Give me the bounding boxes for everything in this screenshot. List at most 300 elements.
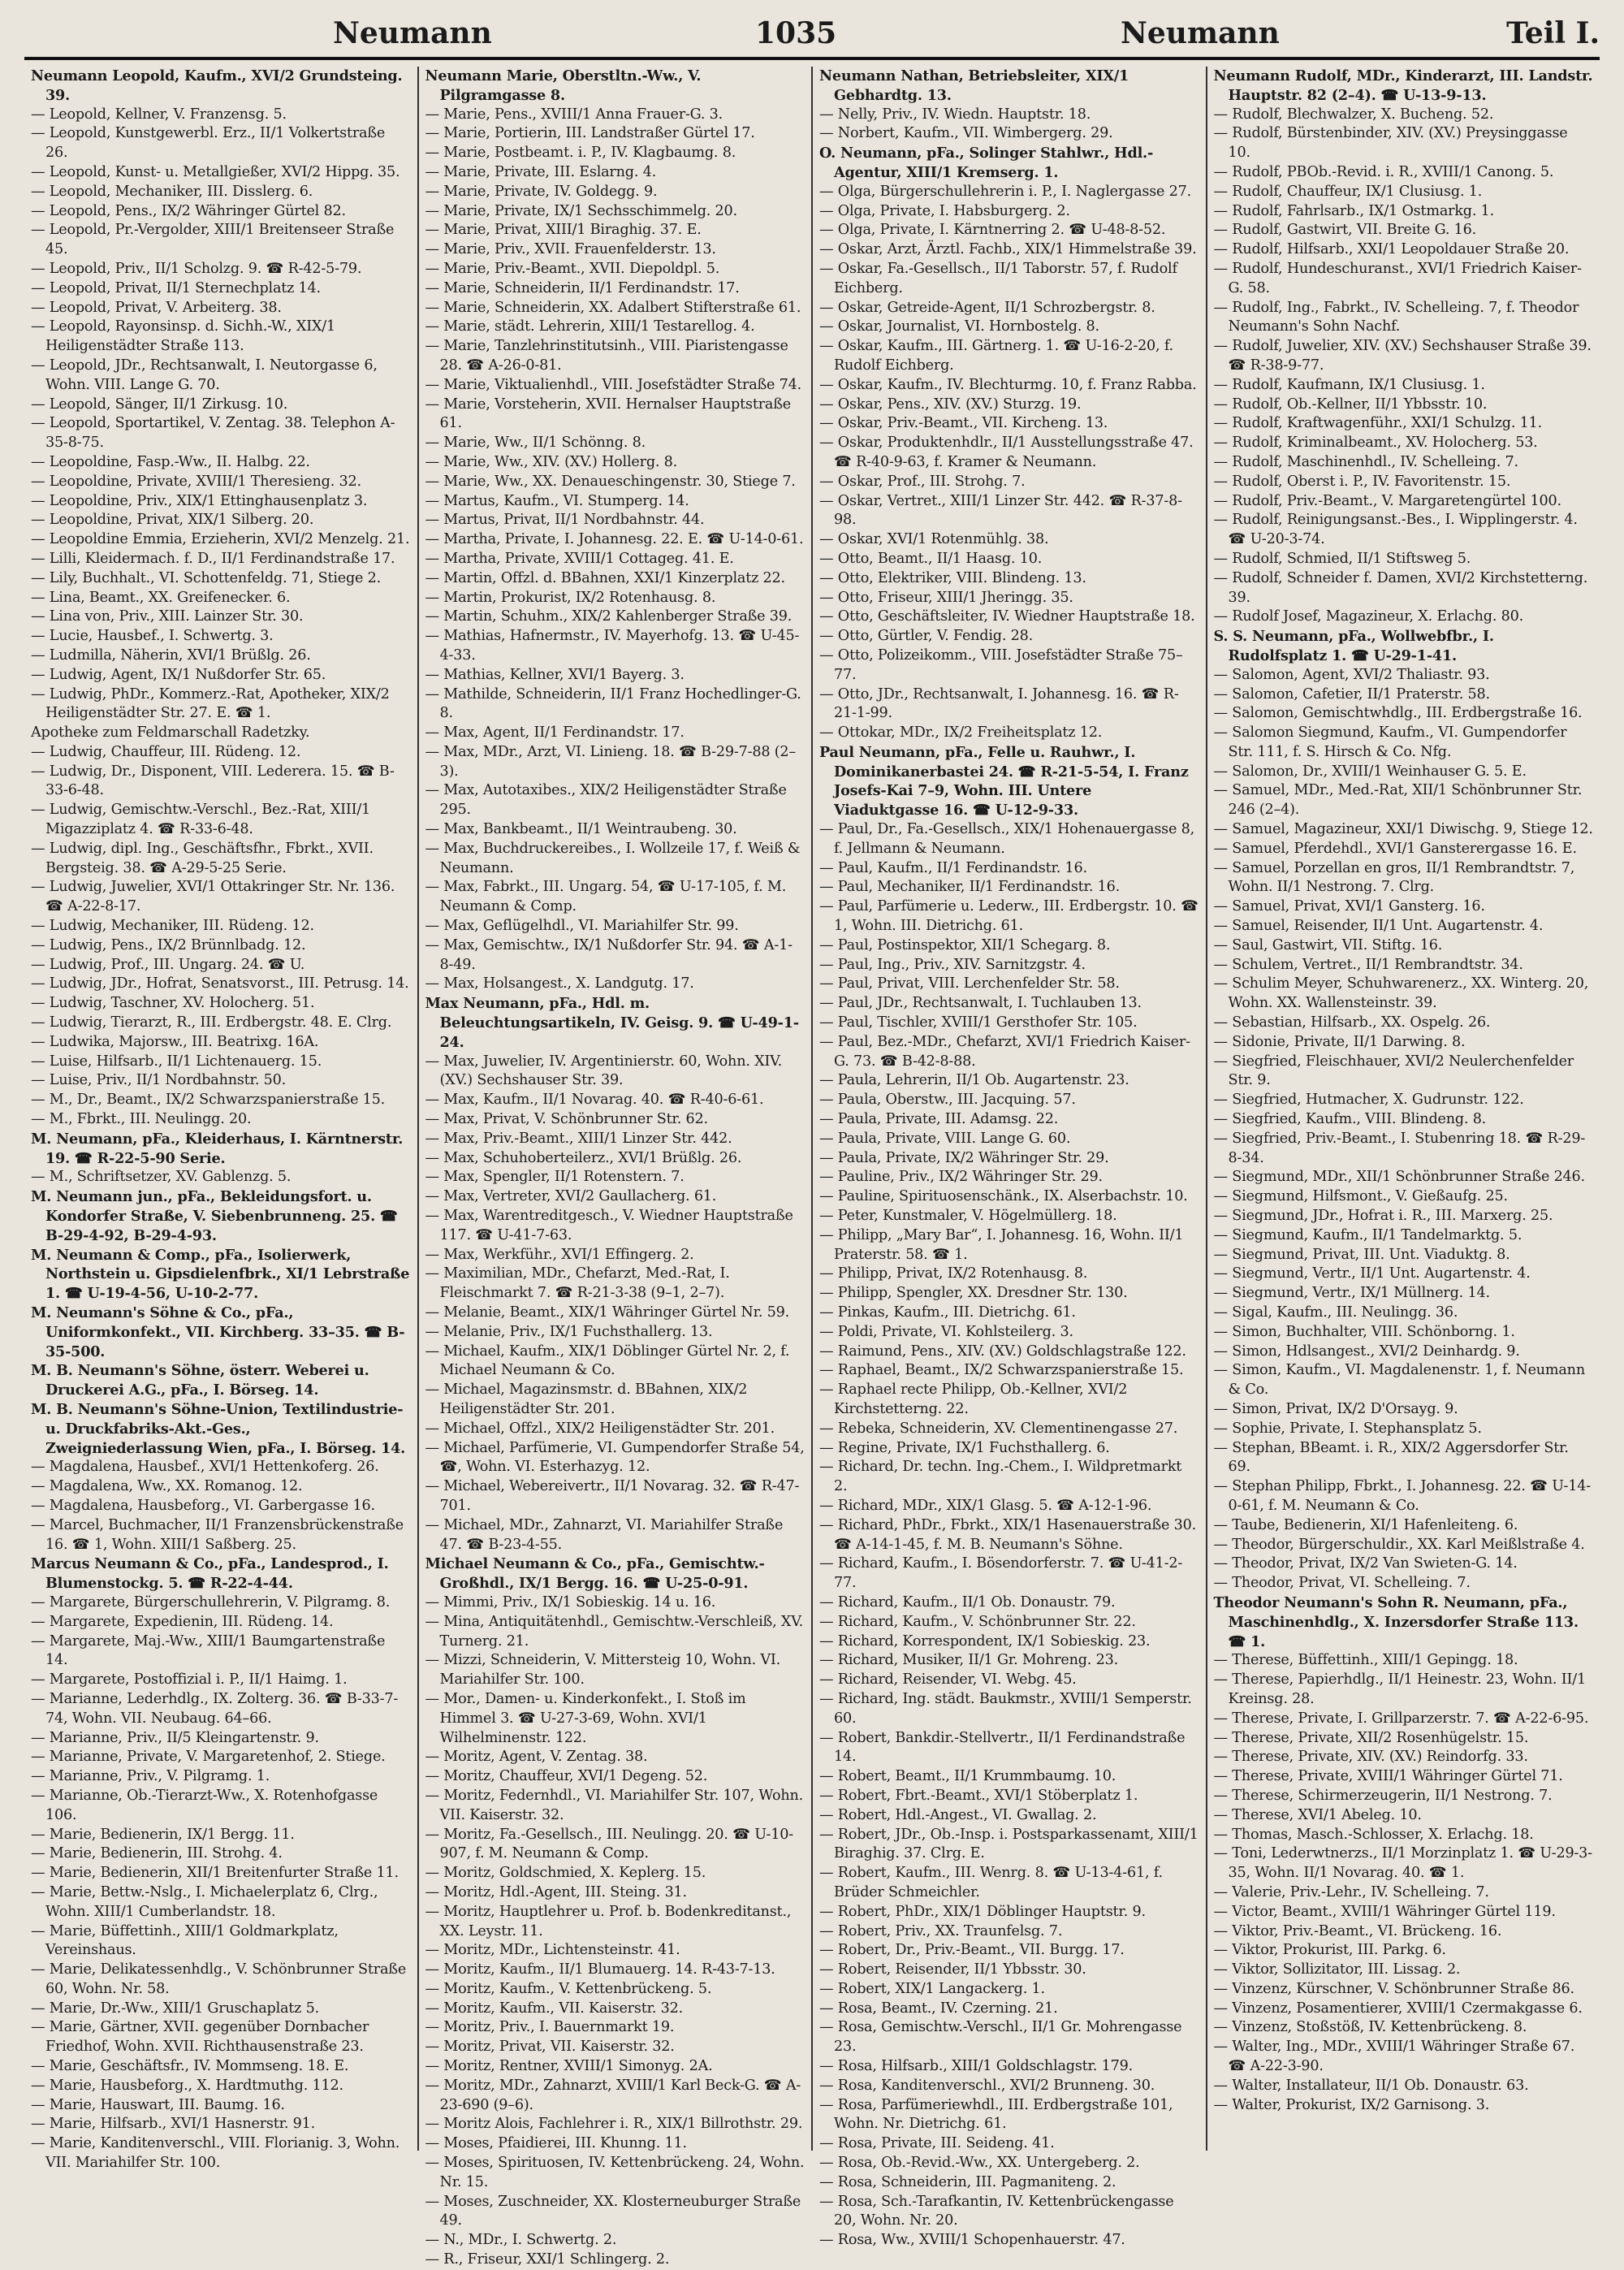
directory-entry: — Ludwig, Taschner, XV. Holocherg. 51. [31, 995, 315, 1012]
directory-entry: — Theodor, Privat, IX/2 Van Swieten-G. 14. [1213, 1555, 1518, 1572]
directory-entry: — Ludwig, Tierarzt, R., III. Erdbergstr. 48. E. Clrg. [31, 1014, 392, 1031]
directory-entry: — Richard, Musiker, II/1 Gr. Mohreng. 23. [819, 1652, 1118, 1669]
directory-entry: — Moritz, Fa.-Gesellsch., III. Neulingg. 20. ☎ U-10-907, f. M. Neumann & Comp. [425, 1826, 793, 1862]
directory-entry: — Simon, Hdlsangest., XVI/2 Deinhardg. 9. [1213, 1343, 1520, 1360]
directory-entry: — Marcel, Buchmacher, II/1 Franzensbrückenstraße 16. ☎ 1, Wohn. XIII/1 Saßberg. 25. [31, 1516, 404, 1553]
directory-entry: — Rudolf, Ob.-Kellner, II/1 Ybbsstr. 10. [1213, 396, 1488, 413]
header-right-name: Neumann [1121, 16, 1280, 50]
directory-entry: — Max, Geflügelhdl., VI. Mariahilfer Str. 99. [425, 918, 739, 935]
directory-entry: — Rosa, Private, III. Seideng. 41. [819, 2135, 1055, 2152]
directory-entry: — Marie, städt. Lehrerin, XIII/1 Testarellog. 4. [425, 318, 755, 335]
directory-entry: — Michael, Webereivertr., II/1 Novarag. 32. ☎ R-47-701. [425, 1478, 800, 1514]
directory-entry: — Lily, Buchhalt., VI. Schottenfeldg. 71, Stiege 2. [31, 569, 382, 586]
directory-entry: — Schulim Meyer, Schuhwarenerz., XX. Winterg. 20, Wohn. XX. Wallensteinstr. 39. [1213, 975, 1589, 1012]
directory-entry: — Otto, Geschäftsleiter, IV. Wiedner Hauptstraße 18. [819, 608, 1195, 625]
directory-entry: — Max, Vertreter, XVI/2 Gaullacherg. 61. [425, 1188, 717, 1205]
directory-entry: — Marie, Hilfsarb., XVI/1 Hasnerstr. 91. [31, 2116, 316, 2133]
directory-entry: Paul Neumann, pFa., Felle u. Rauhwr., I. Dominikanerbastei 24. ☎ R-21-5-54, I. Franz Josefs-Kai 7–9, Wohn. III. Untere Viaduktgasse 16. ☎ U-12-9-33. [819, 743, 1189, 819]
directory-entry: — Toni, Lederwtnerzs., II/1 Morzinplatz 1. ☎ U-29-3-35, Wohn. II/1 Novarag. 40. ☎ 1. [1213, 1845, 1592, 1882]
directory-entry: — Siegmund, Kaufm., II/1 Tandelmarktg. 5. [1213, 1226, 1522, 1243]
directory-entry: — Paul, Ing., Priv., XIV. Sarnitzgstr. 4. [819, 956, 1086, 973]
directory-entry: — Walter, Ing., MDr., XVIII/1 Währinger Straße 67. ☎ A-22-3-90. [1213, 2039, 1575, 2075]
directory-entry: — Oskar, Vertret., XIII/1 Linzer Str. 442. ☎ R-37-8-98. [819, 492, 1182, 529]
directory-entry: M. B. Neumann's Söhne, österr. Weberei u. Druckerei A.G., pFa., I. Börseg. 14. [31, 1362, 369, 1399]
directory-entry: — Max, Fabrkt., III. Ungarg. 54, ☎ U-17-105, f. M. Neumann & Comp. [425, 879, 787, 915]
directory-entry: Max Neumann, pFa., Hdl. m. Beleuchtungsartikeln, IV. Geisg. 9. ☎ U-49-1-24. [425, 995, 799, 1051]
directory-entry: — Victor, Beamt., XVIII/1 Währinger Gürtel 119. [1213, 1903, 1556, 1920]
directory-entry: — Robert, PhDr., XIX/1 Döblinger Hauptstr. 9. [819, 1903, 1146, 1920]
directory-entry: — Rudolf, Gastwirt, VII. Breite G. 16. [1213, 222, 1477, 239]
directory-entry: — Viktor, Sollizitator, III. Lissag. 2. [1213, 1961, 1461, 1978]
directory-entry: — Salomon, Cafetier, II/1 Praterstr. 58. [1213, 685, 1490, 703]
directory-entry: — Oskar, Fa.-Gesellsch., II/1 Taborstr. 57, f. Rudolf Eichberg. [819, 260, 1177, 296]
directory-entry: — Marie, Hausbeforg., X. Hardtmuthg. 112. [31, 2077, 343, 2094]
directory-entry: — Thomas, Masch.-Schlosser, X. Erlachg. 18. [1213, 1826, 1534, 1843]
directory-entry: — Valerie, Priv.-Lehr., IV. Schelleing. 7. [1213, 1883, 1489, 1900]
directory-entry: — Raimund, Pens., XIV. (XV.) Goldschlagstraße 122. [819, 1343, 1186, 1360]
directory-entry: Neumann Rudolf, MDr., Kinderarzt, III. Landstr. Hauptstr. 82 (2–4). ☎ U-13-9-13. [1213, 67, 1593, 104]
directory-entry: — Raphael recte Philipp, Ob.-Kellner, XVI/2 Kirchstetterng. 22. [819, 1381, 1128, 1417]
directory-entry: — Ludwig, Prof., III. Ungarg. 24. ☎ U. [31, 956, 305, 973]
directory-entry: — Walter, Prokurist, IX/2 Garnisong. 3. [1213, 2096, 1490, 2113]
header-rule [24, 57, 1600, 60]
directory-entry: — Max, Agent, II/1 Ferdinandstr. 17. [425, 724, 685, 742]
directory-entry: — Rudolf, Oberst i. P., IV. Favoritenstr. 15. [1213, 473, 1511, 490]
directory-entry: — Therese, Private, XVIII/1 Währinger Gürtel 71. [1213, 1768, 1563, 1785]
directory-entry: — Paul, Bez.-MDr., Chefarzt, XVI/1 Friedrich Kaiser-G. 73. ☎ B-42-8-88. [819, 1033, 1190, 1070]
directory-entry: — Moritz Alois, Fachlehrer i. R., XIX/1 Billrothstr. 29. [425, 2116, 803, 2133]
directory-entry: — Samuel, Reisender, II/1 Unt. Augartenstr. 4. [1213, 918, 1544, 935]
directory-entry: O. Neumann, pFa., Solinger Stahlwr., Hdl.-Agentur, XIII/1 Kremserg. 1. [819, 145, 1154, 181]
directory-entry: — Marie, Priv.-Beamt., XVII. Diepoldpl. 5. [425, 260, 720, 277]
directory-entry: — Marianne, Priv., II/5 Kleingartenstr. 9. [31, 1729, 319, 1746]
directory-entry: Neumann Marie, Oberstltn.-Ww., V. Pilgramgasse 8. [425, 67, 702, 104]
directory-entry: — Rudolf, Hilfsarb., XXI/1 Leopoldauer Straße 20. [1213, 241, 1570, 258]
directory-entry: — Moritz, Hauptlehrer u. Prof. b. Bodenkreditanst., XX. Leystr. 11. [425, 1903, 792, 1939]
directory-entry: — Marie, Privat, XIII/1 Biraghig. 37. E. [425, 222, 702, 239]
directory-entry: — Rudolf, Hundeschuranst., XVI/1 Friedrich Kaiser-G. 58. [1213, 260, 1582, 296]
directory-entry: — Rudolf, Kraftwagenführ., XXI/1 Schulzg. 11. [1213, 415, 1543, 432]
directory-entry: — M., Fbrkt., III. Neulingg. 20. [31, 1111, 252, 1128]
directory-entry: — Rudolf Josef, Magazineur, X. Erlachg. 80. [1213, 608, 1523, 625]
directory-entry: — Leopoldine, Private, XVIII/1 Theresieng. 32. [31, 473, 361, 490]
directory-entry: — Oskar, Kaufm., III. Gärtnerg. 1. ☎ U-16-2-20, f. Rudolf Eichberg. [819, 338, 1173, 374]
directory-entry: — Marie, Viktualienhdl., VIII. Josefstädter Straße 74. [425, 376, 802, 393]
directory-entry: — Robert, JDr., Ob.-Insp. i. Postsparkassenamt, XIII/1 Biraghig. 37. Clrg. E. [819, 1826, 1199, 1862]
directory-entry: — Therese, XVI/1 Abeleg. 10. [1213, 1806, 1422, 1823]
directory-entry: — Moritz, Kaufm., VII. Kaiserstr. 32. [425, 2000, 684, 2017]
directory-entry: — Robert, Bankdir.-Stellvertr., II/1 Ferdinandstraße 14. [819, 1729, 1186, 1766]
directory-entry: — Leopold, Sänger, II/1 Zirkusg. 10. [31, 396, 288, 413]
directory-entry: — Stephan, BBeamt. i. R., XIX/2 Aggersdorfer Str. 69. [1213, 1439, 1569, 1476]
directory-entry: — Magdalena, Ww., XX. Romanog. 12. [31, 1478, 303, 1495]
column-3 [811, 67, 1206, 2249]
directory-entry: — Sebastian, Hilfsarb., XX. Ospelg. 26. [1213, 1014, 1491, 1031]
directory-entry: — Max, Bankbeamt., II/1 Weintraubeng. 30. [425, 821, 737, 838]
directory-entry: — Paul, Mechaniker, II/1 Ferdinandstr. 16. [819, 879, 1120, 896]
directory-entry: — Robert, Kaufm., III. Wenrg. 8. ☎ U-13-4-61, f. Brüder Schmeichler. [819, 1865, 1163, 1900]
column-2 [417, 67, 812, 2268]
directory-entry: — Therese, Private, I. Grillparzerstr. 7. ☎ A-22-6-95. [1213, 1710, 1589, 1727]
directory-entry: — Ludwig, Agent, IX/1 Nußdorfer Str. 65. [31, 666, 326, 683]
header-left-name: Neumann [333, 16, 492, 50]
directory-entry: — Leopold, Priv., II/1 Scholzg. 9. ☎ R-42-5-79. [31, 260, 362, 277]
directory-entry: — Max, Autotaxibes., XIX/2 Heiligenstädter Straße 295. [425, 782, 787, 819]
directory-entry: — Richard, Dr. techn. Ing.-Chem., I. Wildpretmarkt 2. [819, 1459, 1182, 1495]
directory-entry: — Robert, Reisender, II/1 Ybbsstr. 30. [819, 1961, 1086, 1978]
directory-entry: — Ludwig, Juwelier, XVI/1 Ottakringer Str. Nr. 136. ☎ A-22-8-17. [31, 879, 395, 915]
directory-entry: M. Neumann jun., pFa., Bekleidungsfort. u. Kondorfer Straße, V. Siebenbrunneng. 25. ☎ B-29-4-92, B-29-4-93. [31, 1188, 398, 1244]
header-part: Teil I. [1506, 16, 1600, 50]
directory-entry: — Rudolf, Ing., Fabrkt., IV. Schelleing. 7, f. Theodor Neumann's Sohn Nachf. [1213, 299, 1579, 335]
directory-entry: — Otto, JDr., Rechtsanwalt, I. Johannesg. 16. ☎ R-21-1-99. [819, 685, 1179, 722]
directory-entry: — Moses, Pfaidierei, III. Khunng. 11. [425, 2135, 687, 2152]
directory-entry: — Melanie, Beamt., XIX/1 Währinger Gürtel Nr. 59. [425, 1304, 790, 1321]
directory-entry: — Martus, Kaufm., VI. Stumperg. 14. [425, 492, 689, 509]
directory-entry: — Luise, Priv., II/1 Nordbahnstr. 50. [31, 1072, 286, 1089]
directory-entry: — Rosa, Beamt., IV. Czerning. 21. [819, 2000, 1058, 2017]
directory-entry: — Oskar, Journalist, VI. Hornbostelg. 8. [819, 318, 1099, 335]
directory-entry: — Moses, Spirituosen, IV. Kettenbrückeng. 24, Wohn. Nr. 15. [425, 2155, 805, 2190]
directory-entry: — Siegfried, Priv.-Beamt., I. Stubenring 18. ☎ R-29-8-34. [1213, 1130, 1586, 1166]
directory-entry: — Marie, Tanzlehrinstitutsinh., VIII. Piaristengasse 28. ☎ A-26-0-81. [425, 338, 788, 374]
directory-entry: — Mathias, Hafnermstr., IV. Mayerhofg. 13. ☎ U-45-4-33. [425, 628, 800, 664]
directory-entry: — Martus, Privat, II/1 Nordbahnstr. 44. [425, 512, 705, 529]
directory-entry: — Lina von, Priv., XIII. Lainzer Str. 30. [31, 608, 304, 625]
directory-entry: — Rudolf, Priv.-Beamt., V. Margaretengürtel 100. [1213, 492, 1561, 509]
directory-entry: — Paula, Private, III. Adamsg. 22. [819, 1111, 1059, 1128]
directory-entry: — Margarete, Postoffizial i. P., II/1 Haimg. 1. [31, 1671, 348, 1688]
directory-entry: — Samuel, Magazineur, XXI/1 Diwischg. 9, Stiege 12. [1213, 821, 1593, 838]
directory-entry: — Rudolf, Kriminalbeamt., XV. Holocherg. 53. [1213, 435, 1538, 452]
directory-entry: — Ludwig, Gemischtw.-Verschl., Bez.-Rat, XIII/1 Migazziplatz 4. ☎ R-33-6-48. [31, 802, 371, 838]
directory-entry: — Max, Werkführ., XVI/1 Effingerg. 2. [425, 1246, 694, 1263]
directory-entry: — Martha, Private, I. Johannesg. 22. E. ☎ U-14-0-61. [425, 531, 804, 548]
directory-entry: — Rudolf, Maschinenhdl., IV. Schelleing. 7. [1213, 453, 1518, 470]
directory-entry: — Leopold, Privat, V. Arbeiterg. 38. [31, 299, 282, 316]
directory-entry: — Salomon, Dr., XVIII/1 Weinhauser G. 5. E. [1213, 763, 1527, 780]
directory-entry: Neumann Leopold, Kaufm., XVI/2 Grundsteing. 39. [31, 67, 403, 104]
directory-entry: — Marie, Schneiderin, XX. Adalbert Stifterstraße 61. [425, 299, 801, 316]
directory-entry: — Salomon, Gemischtwhdlg., III. Erdbergstraße 16. [1213, 705, 1583, 722]
directory-entry: — Michael, MDr., Zahnarzt, VI. Mariahilfer Straße 47. ☎ B-23-4-55. [425, 1516, 784, 1553]
directory-entry: — Marie, Ww., XIV. (XV.) Hollerg. 8. [425, 453, 678, 470]
directory-entry: — Marie, Bedienerin, XII/1 Breitenfurter Straße 11. [31, 1865, 399, 1882]
directory-entry: — Ludwig, Chauffeur, III. Rüdeng. 12. [31, 743, 301, 760]
directory-entry: — Michael, Magazinsmstr. d. BBahnen, XIX/2 Heiligenstädter Str. 201. [425, 1381, 748, 1417]
directory-entry: — Ludwig, Pens., IX/2 Brünnlbadg. 12. [31, 936, 306, 953]
directory-entry: — Max, Spengler, II/1 Rotenstern. 7. [425, 1169, 685, 1186]
directory-entry: — Rudolf, Schmied, II/1 Stiftsweg 5. [1213, 550, 1471, 567]
directory-entry: — Olga, Private, I. Kärntnerring 2. ☎ U-48-8-52. [819, 222, 1166, 239]
directory-entry: — Sophie, Private, I. Stephansplatz 5. [1213, 1420, 1482, 1437]
directory-entry: — Paula, Oberstw., III. Jacquing. 57. [819, 1092, 1076, 1109]
directory-entry: — Leopold, Kunstgewerbl. Erz., II/1 Volkertstraße 26. [31, 125, 386, 162]
directory-entry: — Moritz, Privat, VII. Kaiserstr. 32. [425, 2039, 675, 2056]
directory-entry: — Salomon Siegmund, Kaufm., VI. Gumpendorfer Str. 111, f. S. Hirsch & Co. Nfg. [1213, 724, 1567, 760]
directory-entry: — Marie, Vorsteherin, XVII. Hernalser Hauptstraße 61. [425, 396, 791, 432]
directory-entry: — Max, Holsangest., X. Landgutg. 17. [425, 975, 694, 992]
directory-entry: — Samuel, Porzellan en gros, II/1 Rembrandtstr. 7, Wohn. II/1 Nestrong. 7. Clrg. [1213, 859, 1575, 896]
directory-entry: — Vinzenz, Kürschner, V. Schönbrunner Straße 86. [1213, 1980, 1574, 1997]
directory-entry: — Moritz, Rentner, XVIII/1 Simonyg. 2A. [425, 2058, 713, 2075]
directory-entry: — Nelly, Priv., IV. Wiedn. Hauptstr. 18. [819, 106, 1091, 123]
directory-entry: — Rosa, Ww., XVIII/1 Schopenhauerstr. 47. [819, 2232, 1125, 2249]
directory-entry: — Leopold, Kunst- u. Metallgießer, XVI/2 Hippg. 35. [31, 163, 400, 180]
directory-entry: — Rudolf, Reinigungsanst.-Bes., I. Wipplingerstr. 4. ☎ U-20-3-74. [1213, 512, 1578, 548]
directory-entry: — Max, Priv.-Beamt., XIII/1 Linzer Str. 442. [425, 1130, 732, 1147]
directory-entry: — Viktor, Prokurist, III. Parkg. 6. [1213, 1942, 1446, 1959]
directory-entry: — Otto, Gürtler, V. Fendig. 28. [819, 628, 1034, 645]
directory-entry: — Leopold, Kellner, V. Franzensg. 5. [31, 106, 287, 123]
directory-entry: M. Neumann's Söhne & Co., pFa., Uniformkonfekt., VII. Kirchberg. 33–35. ☎ B-35-500. [31, 1304, 405, 1360]
directory-entry: — Oskar, Prof., III. Strohg. 7. [819, 473, 1026, 490]
directory-entry: — Marie, Postbeamt. i. P., IV. Klagbaumg. 8. [425, 145, 736, 162]
directory-entry: — Therese, Büffettinh., XIII/1 Gepingg. 18. [1213, 1652, 1518, 1669]
directory-entry: — Rudolf, Chauffeur, IX/1 Clusiusg. 1. [1213, 183, 1483, 200]
directory-entry: — Rudolf, Blechwalzer, X. Bucheng. 52. [1213, 106, 1494, 123]
directory-entry: — Rebeka, Schneiderin, XV. Clementinengasse 27. [819, 1420, 1178, 1437]
directory-entry: — Robert, Fbrt.-Beamt., XVI/1 Stöberplatz 1. [819, 1787, 1138, 1804]
directory-entry: — Simon, Kaufm., VI. Magdalenenstr. 1, f. Neumann & Co. [1213, 1362, 1585, 1399]
directory-entry: — Ludwig, Dr., Disponent, VIII. Lederera. 15. ☎ B-33-6-48. [31, 763, 395, 799]
directory-entry: — Max, Gemischtw., IX/1 Nußdorfer Str. 94. ☎ A-1-8-49. [425, 936, 793, 973]
directory-entry: — Marie, Portierin, III. Landstraßer Gürtel 17. [425, 125, 755, 142]
directory-entry: — Oskar, Priv.-Beamt., VII. Kircheng. 13. [819, 415, 1108, 432]
directory-entry: — Taube, Bedienerin, XI/1 Hafenleiteng. 6. [1213, 1516, 1518, 1533]
directory-entry: — Mathilde, Schneiderin, II/1 Franz Hochedlinger-G. 8. [425, 685, 801, 722]
directory-entry: — Moritz, Kaufm., V. Kettenbrückeng. 5. [425, 1980, 712, 1997]
directory-entry: — Therese, Private, XII/2 Rosenhügelstr. 15. [1213, 1729, 1529, 1746]
directory-entry: — Lucie, Hausbef., I. Schwertg. 3. [31, 628, 274, 645]
directory-entry: — Siegfried, Fleischhauer, XVI/2 Neulerchenfelder Str. 9. [1213, 1053, 1574, 1089]
directory-entry: — Margarete, Expedienin, III. Rüdeng. 14. [31, 1613, 334, 1630]
directory-entry: — N., MDr., I. Schwertg. 2. [425, 2232, 617, 2249]
directory-entry: — Moritz, Kaufm., II/1 Blumauerg. 14. R-43-7-13. [425, 1961, 775, 1978]
directory-entry: — Schulem, Vertret., II/1 Rembrandtstr. 34. [1213, 956, 1523, 973]
directory-entry: — Richard, Kaufm., I. Bösendorferstr. 7. ☎ U-41-2-77. [819, 1555, 1183, 1592]
directory-entry: — Theodor, Privat, VI. Schelleing. 7. [1213, 1575, 1471, 1592]
directory-entry: — Mimmi, Priv., IX/1 Sobieskig. 14 u. 16. [425, 1593, 716, 1611]
directory-entry: — Paula, Private, IX/2 Währinger Str. 29. [819, 1149, 1109, 1166]
directory-entry: — Marie, Hauswart, III. Baumg. 16. [31, 2096, 285, 2113]
directory-entry: — Marie, Private, IX/1 Sechsschimmelg. 20. [425, 202, 737, 219]
directory-entry: — Philipp, Spengler, XX. Dresdner Str. 130. [819, 1285, 1128, 1302]
directory-entry: — Michael, Parfümerie, VI. Gumpendorfer Straße 54, ☎, Wohn. VI. Esterhazyg. 12. [425, 1439, 805, 1476]
directory-entry: — Marie, Schneiderin, II/1 Ferdinandstr. 17. [425, 279, 740, 296]
directory-entry: — Rudolf, Fahrlsarb., IX/1 Ostmarkg. 1. [1213, 202, 1495, 219]
directory-entry: — Oskar, Produktenhdlr., II/1 Ausstellungsstraße 47. ☎ R-40-9-63, f. Kramer & Neumann. [819, 435, 1194, 470]
directory-entry: — Rosa, Ob.-Revid.-Ww., XX. Untergeberg. 2. [819, 2155, 1140, 2172]
directory-entry: — Paula, Lehrerin, II/1 Ob. Augartenstr. 23. [819, 1072, 1129, 1089]
directory-entry: — Ludwig, PhDr., Kommerz.-Rat, Apotheker, XIX/2 Heiligenstädter Str. 27. E. ☎ 1. [31, 685, 390, 722]
directory-entry: — Leopoldine, Privat, XIX/1 Silberg. 20. [31, 512, 314, 529]
directory-entry: — Oskar, Arzt, Ärztl. Fachb., XIX/1 Himmelstraße 39. [819, 241, 1197, 258]
directory-entry: — Walter, Installateur, II/1 Ob. Donaustr. 63. [1213, 2077, 1529, 2094]
directory-entry: — Marie, Büffettinh., XIII/1 Goldmarkplatz, Vereinshaus. [31, 1922, 339, 1959]
directory-entry: — Richard, Korrespondent, IX/1 Sobieskig. 23. [819, 1632, 1151, 1650]
column-4 [1206, 67, 1600, 2151]
directory-entry: — Marie, Ww., II/1 Schönng. 8. [425, 435, 646, 452]
directory-entry: — Siegmund, Hilfsmont., V. Gießaufg. 25. [1213, 1188, 1508, 1205]
directory-entry: — Rudolf, Juwelier, XIV. (XV.) Sechshauser Straße 39. ☎ R-38-9-77. [1213, 338, 1592, 374]
directory-entry: — Sidonie, Private, II/1 Darwing. 8. [1213, 1033, 1466, 1050]
directory-entry: — Richard, MDr., XIX/1 Glasg. 5. ☎ A-12-1-96. [819, 1497, 1152, 1514]
directory-entry: — Paul, Dr., Fa.-Gesellsch., XIX/1 Hohenauergasse 8, f. Jellmann & Neumann. [819, 821, 1194, 857]
directory-entry: Neumann Nathan, Betriebsleiter, XIX/1 Gebhardtg. 13. [819, 67, 1129, 104]
directory-entry: — Paul, JDr., Rechtsanwalt, I. Tuchlauben 13. [819, 995, 1142, 1012]
directory-entry: — Marie, Bedienerin, III. Strohg. 4. [31, 1845, 283, 1862]
directory-entry: — Leopoldine, Fasp.-Ww., II. Halbg. 22. [31, 453, 310, 470]
directory-entry: — Marie, Private, III. Eslarng. 4. [425, 163, 656, 180]
directory-entry: — Magdalena, Hausbeforg., VI. Garbergasse 16. [31, 1497, 375, 1514]
directory-entry: — Siegfried, Kaufm., VIII. Blindeng. 8. [1213, 1111, 1487, 1128]
directory-entry: S. S. Neumann, pFa., Wollwebfbr., I. Rudolfsplatz 1. ☎ U-29-1-41. [1213, 628, 1494, 664]
directory-entry: — Therese, Private, XIV. (XV.) Reindorfg. 33. [1213, 1749, 1528, 1766]
directory-entry: — Max, Schuhoberteilerz., XVI/1 Brüßlg. 26. [425, 1149, 742, 1166]
directory-entry: — Leopold, Sportartikel, V. Zentag. 38. Telephon A-35-8-75. [31, 415, 395, 452]
directory-entry: — Marie, Gärtner, XVII. gegenüber Dornbacher Friedhof, Wohn. XVII. Richthausenstraße 23. [31, 2019, 369, 2056]
directory-entry: — Marie, Geschäftsfr., IV. Mommseng. 18. E. [31, 2058, 349, 2075]
directory-entry: — Martin, Prokurist, IX/2 Rotenhausg. 8. [425, 589, 716, 606]
directory-entry: — Luise, Hilfsarb., II/1 Lichtenauerg. 15. [31, 1053, 322, 1070]
directory-entry: — Ottokar, MDr., IX/2 Freiheitsplatz 12. [819, 724, 1103, 742]
directory-entry: — Paula, Private, VIII. Lange G. 60. [819, 1130, 1071, 1147]
directory-entry: — Martin, Schuhm., XIX/2 Kahlenberger Straße 39. [425, 608, 793, 625]
directory-entry: — Marie, Ww., XX. Denaueschingenstr. 30, Stiege 7. [425, 473, 796, 490]
directory-entry: — Rosa, Schneiderin, III. Pagmaniteng. 2. [819, 2173, 1116, 2190]
directory-entry: — Moritz, MDr., Zahnarzt, XVIII/1 Karl Beck-G. ☎ A-23-690 (9–6). [425, 2077, 801, 2113]
directory-entry: — Martha, Private, XVIII/1 Cottageg. 41. E. [425, 550, 734, 567]
directory-entry: — Robert, Hdl.-Angest., VI. Gwallag. 2. [819, 1806, 1097, 1823]
directory-entry: — Leopold, Pens., IX/2 Währinger Gürtel 82. [31, 202, 346, 219]
directory-entry: — Marie, Priv., XVII. Frauenfelderstr. 13. [425, 241, 716, 258]
directory-entry: — Moritz, Priv., I. Bauernmarkt 19. [425, 2019, 675, 2036]
directory-entry: — Maximilian, MDr., Chefarzt, Med.-Rat, I. Fleischmarkt 7. ☎ R-21-3-38 (9–1, 2–7). [425, 1265, 730, 1302]
directory-entry: — Magdalena, Hausbef., XVI/1 Hettenkoferg. 26. [31, 1459, 379, 1476]
directory-entry: — Michael, Offzl., XIX/2 Heiligenstädter Str. 201. [425, 1420, 775, 1437]
column-1 [24, 67, 417, 2172]
directory-entry: — Marie, Bettw.-Nslg., I. Michaelerplatz 6, Clrg., Wohn. XIII/1 Cumberlandstr. 18. [31, 1883, 378, 1920]
directory-entry: — Pauline, Spirituosenschänk., IX. Alserbachstr. 10. [819, 1188, 1188, 1205]
directory-entry: — Raphael, Beamt., IX/2 Schwarzspanierstraße 15. [819, 1362, 1184, 1379]
directory-entry: — Siegfried, Hutmacher, X. Gudrunstr. 122. [1213, 1092, 1524, 1109]
directory-entry: — Lilli, Kleidermach. f. D., II/1 Ferdinandstraße 17. [31, 550, 395, 567]
directory-entry: — Otto, Polizeikomm., VIII. Josefstädter Straße 75–77. [819, 646, 1183, 683]
directory-entry: — Max, MDr., Arzt, VI. Linieng. 18. ☎ B-29-7-88 (2–3). [425, 743, 796, 780]
directory-entry: — Therese, Schirmerzeugerin, II/1 Nestrong. 7. [1213, 1787, 1553, 1804]
directory-entry: Marcus Neumann & Co., pFa., Landesprod., I. Blumenstockg. 5. ☎ R-22-4-44. [31, 1555, 389, 1593]
directory-entry: — Saul, Gastwirt, VII. Stiftg. 16. [1213, 936, 1443, 953]
directory-entry: — Max, Privat, V. Schönbrunner Str. 62. [425, 1111, 708, 1128]
directory-entry: — Robert, Beamt., II/1 Krummbaumg. 10. [819, 1768, 1116, 1785]
directory-entry: — Marie, Private, IV. Goldegg. 9. [425, 183, 658, 200]
directory-entry: — Marie, Kanditenverschl., VIII. Florianig. 3, Wohn. VII. Mariahilfer Str. 100. [31, 2135, 400, 2172]
directory-entry: — Leopoldine, Priv., XIX/1 Ettinghausenplatz 3. [31, 492, 368, 509]
directory-entry: — Siegmund, Vertr., IX/1 Müllnerg. 14. [1213, 1285, 1490, 1302]
directory-entry: — Paul, Kaufm., II/1 Ferdinandstr. 16. [819, 859, 1087, 876]
directory-entry: — Marianne, Priv., V. Pilgramg. 1. [31, 1768, 270, 1785]
directory-entry: — Stephan Philipp, Fbrkt., I. Johannesg. 22. ☎ U-14-0-61, f. M. Neumann & Co. [1213, 1478, 1592, 1514]
directory-entry: — Rosa, Kanditenverschl., XVI/2 Brunneng. 30. [819, 2077, 1155, 2094]
directory-entry: — Salomon, Agent, XVI/2 Thaliastr. 93. [1213, 666, 1490, 683]
directory-entry: — Sigal, Kaufm., III. Neulingg. 36. [1213, 1304, 1458, 1321]
directory-entry: — Otto, Elektriker, VIII. Blindeng. 13. [819, 569, 1086, 586]
directory-entry: — Max, Juwelier, IV. Argentinierstr. 60, Wohn. XIV. (XV.) Sechshauser Str. 39. [425, 1053, 783, 1089]
directory-entry: — Marie, Pens., XVIII/1 Anna Frauer-G. 3. [425, 106, 723, 123]
directory-entry: — Marie, Delikatessenhdlg., V. Schönbrunner Straße 60, Wohn. Nr. 58. [31, 1961, 407, 1997]
directory-entry: — Marianne, Lederhdlg., IX. Zolterg. 36. ☎ B-33-7-74, Wohn. VII. Neubaug. 64–66. [31, 1690, 399, 1727]
directory-entry: — Moritz, Agent, V. Zentag. 38. [425, 1749, 648, 1766]
directory-entry: — Max, Buchdruckereibes., I. Wollzeile 17, f. Weiß & Neumann. [425, 840, 801, 876]
directory-entry: — Rudolf, Kaufmann, IX/1 Clusiusg. 1. [1213, 376, 1485, 393]
directory-entry: — Marianne, Ob.-Tierarzt-Ww., X. Rotenhofgasse 106. [31, 1787, 378, 1823]
directory-entry: — Viktor, Priv.-Beamt., VI. Brückeng. 16. [1213, 1922, 1502, 1939]
directory-entry: — M., Schriftsetzer, XV. Gablenzg. 5. [31, 1169, 292, 1186]
directory-entry: — Paul, Parfümerie u. Lederw., III. Erdbergstr. 10. ☎ 1, Wohn. III. Dietrichg. 61. [819, 898, 1199, 935]
directory-entry: — Regine, Private, IX/1 Fuchsthallerg. 6. [819, 1439, 1110, 1456]
directory-entry: — Marie, Dr.-Ww., XIII/1 Gruschaplatz 5. [31, 2000, 319, 2017]
directory-entry: — Leopold, JDr., Rechtsanwalt, I. Neutorgasse 6, Wohn. VIII. Lange G. 70. [31, 357, 378, 393]
directory-entry: — Margarete, Bürgerschullehrerin, V. Pilgramg. 8. [31, 1593, 391, 1611]
directory-entry: — Max, Warentreditgesch., V. Wiedner Hauptstraße 117. ☎ U-41-7-63. [425, 1208, 793, 1243]
directory-entry: — Michael, Kaufm., XIX/1 Döblinger Gürtel Nr. 2, f. Michael Neumann & Co. [425, 1343, 790, 1379]
directory-entry: — Oskar, Kaufm., IV. Blechturmg. 10, f. Franz Rabba. [819, 376, 1197, 393]
directory-entry: — Siegmund, Vertr., II/1 Unt. Augartenstr. 4. [1213, 1265, 1531, 1282]
directory-entry: — Philipp, „Mary Bar“, I. Johannesg. 16, Wohn. II/1 Praterstr. 58. ☎ 1. [819, 1226, 1184, 1263]
directory-entry: — Oskar, Getreide-Agent, II/1 Schrozbergstr. 8. [819, 299, 1155, 316]
directory-entry: — Poldi, Private, VI. Kohlsteilerg. 3. [819, 1323, 1073, 1340]
directory-entry: — Siegmund, MDr., XII/1 Schönbrunner Straße 246. [1213, 1169, 1585, 1186]
directory-entry: — Leopoldine Emmia, Erzieherin, XVI/2 Menzelg. 21. [31, 531, 410, 548]
directory-entry: Apotheke zum Feldmarschall Radetzky. [31, 724, 310, 742]
directory-entry: — Richard, Kaufm., V. Schönbrunner Str. 22. [819, 1613, 1136, 1630]
directory-entry: — Olga, Bürgerschullehrerin i. P., I. Naglergasse 27. [819, 183, 1192, 200]
directory-entry: — Oskar, Pens., XIV. (XV.) Sturzg. 19. [819, 396, 1082, 413]
directory-entry: — Leopold, Mechaniker, III. Disslerg. 6. [31, 183, 313, 200]
directory-entry: — Richard, Ing. städt. Baukmstr., XVIII/1 Semperstr. 60. [819, 1690, 1192, 1727]
directory-entry: Michael Neumann & Co., pFa., Gemischtw.-Großhdl., IX/1 Bergg. 16. ☎ U-25-0-91. [425, 1555, 765, 1593]
directory-entry: — Mathias, Kellner, XVI/1 Bayerg. 3. [425, 666, 685, 683]
directory-entry: — Ludwig, Mechaniker, III. Rüdeng. 12. [31, 918, 314, 935]
directory-entry: — Norbert, Kaufm., VII. Wimbergerg. 29. [819, 125, 1113, 142]
directory-entry: — Richard, PhDr., Fbrkt., XIX/1 Hasenauerstraße 30. ☎ A-14-1-45, f. M. B. Neumann's Söhne. [819, 1516, 1197, 1553]
directory-entry: — Samuel, Pferdehdl., XVI/1 Gansterergasse 16. E. [1213, 840, 1577, 857]
directory-entry: — Otto, Beamt., II/1 Haasg. 10. [819, 550, 1043, 567]
directory-entry: — Samuel, Privat, XVI/1 Gansterg. 16. [1213, 898, 1485, 915]
directory-entry: — Margarete, Maj.-Ww., XIII/1 Baumgartenstraße 14. [31, 1632, 386, 1669]
directory-entry: — Leopold, Pr.-Vergolder, XIII/1 Breitenseer Straße 45. [31, 222, 395, 258]
directory-entry: — Vinzenz, Posamentierer, XVIII/1 Czermakgasse 6. [1213, 2000, 1583, 2017]
directory-entry: — Simon, Buchhalter, VIII. Schönborng. 1. [1213, 1323, 1515, 1340]
directory-entry: M. Neumann & Comp., pFa., Isolierwerk, Northstein u. Gipsdielenfbrk., XI/1 Lebrstraße 1. ☎ U-19-4-56, U-10-2-77. [31, 1246, 410, 1303]
directory-entry: — Siegmund, JDr., Hofrat i. R., III. Marxerg. 25. [1213, 1208, 1553, 1225]
directory-entry: — Ludwika, Majorsw., III. Beatrixg. 16A. [31, 1033, 319, 1050]
directory-entry: — Ludwig, dipl. Ing., Geschäftsfhr., Fbrkt., XVII. Bergsteig. 38. ☎ A-29-5-25 Serie. [31, 840, 374, 876]
directory-entry: — Paul, Postinspektor, XII/1 Schegarg. 8. [819, 936, 1111, 953]
directory-entry: — Moses, Zuschneider, XX. Klosterneuburger Straße 49. [425, 2193, 801, 2229]
directory-entry: — Mor., Damen- u. Kinderkonfekt., I. Stoß im Himmel 3. ☎ U-27-3-69, Wohn. XVI/1 Wilhelminenstr. 122. [425, 1690, 746, 1746]
directory-entry: — Rosa, Parfümeriewhdl., III. Erdbergstraße 101, Wohn. Nr. Dietrichg. 61. [819, 2096, 1173, 2133]
directory-entry: — Olga, Private, I. Habsburgerg. 2. [819, 202, 1070, 219]
directory-entry: — Otto, Friseur, XIII/1 Jheringg. 35. [819, 589, 1073, 606]
page-number: 1035 [755, 16, 837, 50]
directory-entry: — Siegmund, Privat, III. Unt. Viaduktg. 8. [1213, 1246, 1510, 1263]
directory-entry: — Rosa, Gemischtw.-Verschl., II/1 Gr. Mohrengasse 23. [819, 2019, 1182, 2056]
directory-entry: — Ludmilla, Näherin, XVI/1 Brüßlg. 26. [31, 646, 311, 664]
directory-entry: — Vinzenz, Stoßstöß, IV. Kettenbrückeng. 8. [1213, 2019, 1527, 2036]
directory-entry: — M., Dr., Beamt., IX/2 Schwarzspanierstraße 15. [31, 1092, 386, 1109]
